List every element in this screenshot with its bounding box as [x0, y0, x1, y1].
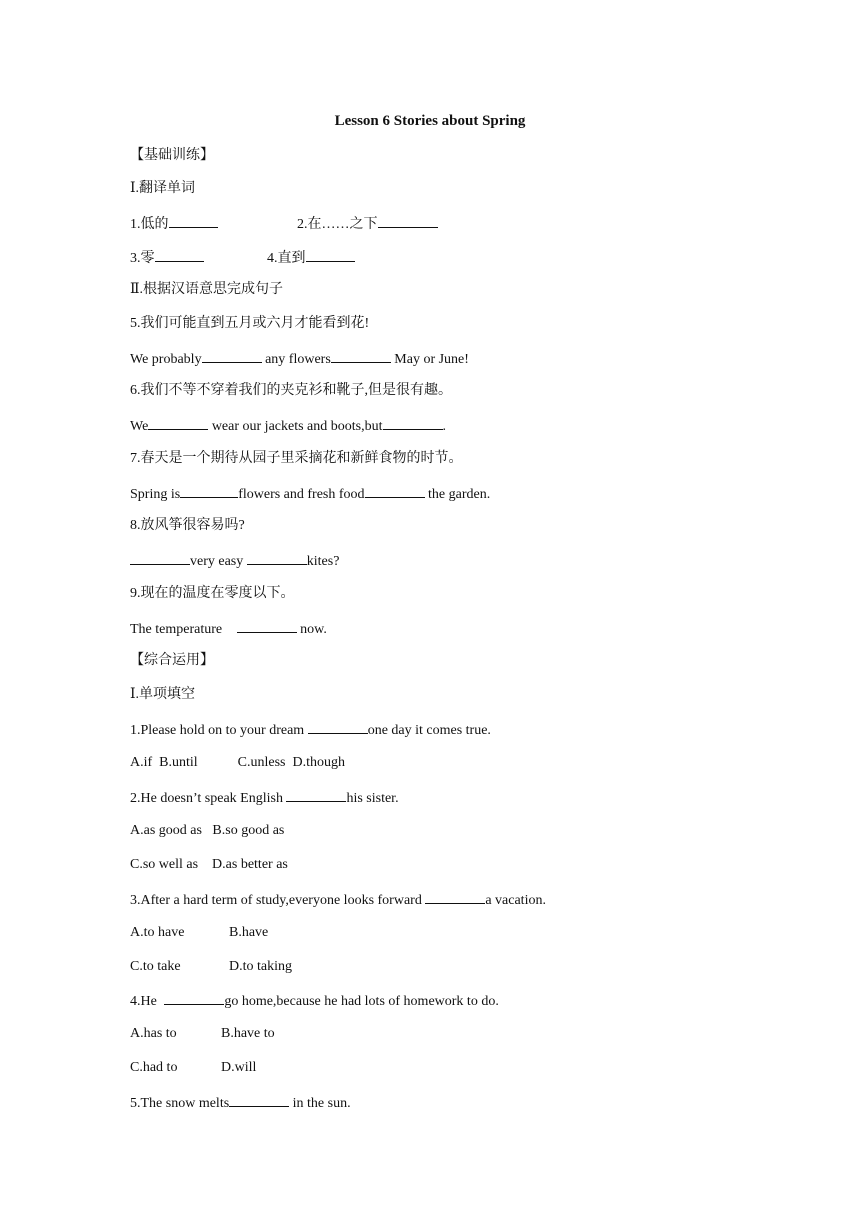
question-7-english [130, 483, 490, 503]
mc-options-3b-d: D.to taking [229, 959, 292, 974]
text-segment: any flowers [261, 352, 331, 367]
text-segment: 1.Please hold on to your dream [130, 723, 308, 738]
text-segment: The temperature [130, 622, 226, 637]
answer-blank [378, 213, 438, 228]
answer-blank [164, 990, 224, 1005]
question-9-chinese: 9.现在的温度在零度以下。 [130, 586, 295, 601]
part-heading-multiple-choice: Ⅰ.单项填空 [130, 687, 196, 702]
question-3-text: 3.零 [130, 251, 155, 266]
mc-options-2b: C.so well as D.as better as [130, 857, 288, 872]
text-segment: May or June! [390, 352, 469, 367]
text-segment: 2.He doesn’t speak English [130, 791, 287, 806]
mc-question-2 [130, 787, 399, 807]
text-segment: the garden. [424, 487, 491, 502]
text-segment: go home,because he had lots of homework to do. [224, 994, 499, 1009]
question-1 [130, 213, 218, 233]
text-segment: 5.The snow melts [130, 1096, 230, 1111]
answer-blank [247, 550, 307, 565]
part-heading-sentences: Ⅱ.根据汉语意思完成句子 [130, 282, 284, 297]
text-segment: one day it comes true. [367, 723, 491, 738]
text-segment: flowers and fresh food [238, 487, 365, 502]
page-title: Lesson 6 Stories about Spring [334, 113, 526, 129]
question-3 [130, 247, 204, 267]
section-heading-basic: 【基础训练】 [130, 148, 214, 163]
mc-options-3a-b: B.have [229, 925, 269, 940]
answer-blank [308, 719, 368, 734]
mc-options-3b: C.to take [130, 959, 181, 974]
question-2 [297, 213, 438, 233]
question-1-text: 1.低的 [130, 217, 169, 232]
mc-options-4a: A.has to [130, 1026, 177, 1041]
mc-options-1 [130, 753, 345, 773]
mc-options-2a: A.as good as B.so good as [130, 823, 285, 838]
answer-blank [425, 889, 485, 904]
question-2-text: 2.在……之下 [297, 217, 378, 232]
question-4-text: 4.直到 [267, 251, 306, 266]
text-segment: now. [296, 622, 327, 637]
option-a: A.to have [130, 925, 185, 940]
question-4 [267, 247, 355, 267]
answer-blank [155, 247, 204, 262]
options-segment: A.if B.until [130, 755, 198, 770]
mc-question-1 [130, 719, 491, 739]
options-segment: C.unless D.though [237, 755, 346, 770]
mc-question-5 [130, 1092, 351, 1112]
text-segment: 4.He [130, 994, 161, 1009]
answer-blank [229, 1092, 289, 1107]
answer-blank [237, 618, 297, 633]
question-8-chinese: 8.放风筝很容易吗? [130, 518, 245, 533]
question-7-chinese: 7.春天是一个期待从园子里采摘花和新鲜食物的时节。 [130, 451, 463, 466]
text-segment: a vacation. [485, 893, 546, 908]
question-5-english [130, 348, 469, 368]
question-9-english [130, 618, 327, 638]
part-heading-translate: Ⅰ.翻译单词 [130, 181, 196, 196]
mc-question-4 [130, 990, 499, 1010]
answer-blank [148, 415, 208, 430]
answer-blank [130, 550, 190, 565]
answer-blank [306, 247, 355, 262]
text-segment: very easy [190, 554, 247, 569]
mc-options-4b-d: D.will [221, 1060, 257, 1075]
answer-blank [180, 483, 238, 498]
mc-options-3a [130, 923, 184, 943]
question-6-chinese: 6.我们不等不穿着我们的夹克衫和靴子,但是很有趣。 [130, 383, 452, 398]
text-segment: his sister. [346, 791, 399, 806]
answer-blank [383, 415, 443, 430]
question-6-english [130, 415, 446, 435]
answer-blank [202, 348, 262, 363]
text-segment: . [442, 419, 446, 434]
mc-question-3 [130, 889, 546, 909]
section-heading-comprehensive: 【综合运用】 [130, 653, 214, 668]
answer-blank [286, 787, 346, 802]
text-segment: We [130, 419, 149, 434]
answer-blank [331, 348, 391, 363]
text-segment: We probably [130, 352, 202, 367]
mc-options-4a-b: B.have to [221, 1026, 275, 1041]
question-5-chinese: 5.我们可能直到五月或六月才能看到花! [130, 316, 370, 331]
answer-blank [365, 483, 425, 498]
text-segment: 3.After a hard term of study,everyone looks forward [130, 893, 426, 908]
answer-blank [169, 213, 218, 228]
text-segment: kites? [306, 554, 340, 569]
text-segment: Spring is [130, 487, 181, 502]
mc-options-4b: C.had to [130, 1060, 178, 1075]
text-segment: in the sun. [289, 1096, 351, 1111]
question-8-english [130, 550, 339, 570]
text-segment: wear our jackets and boots,but [208, 419, 383, 434]
